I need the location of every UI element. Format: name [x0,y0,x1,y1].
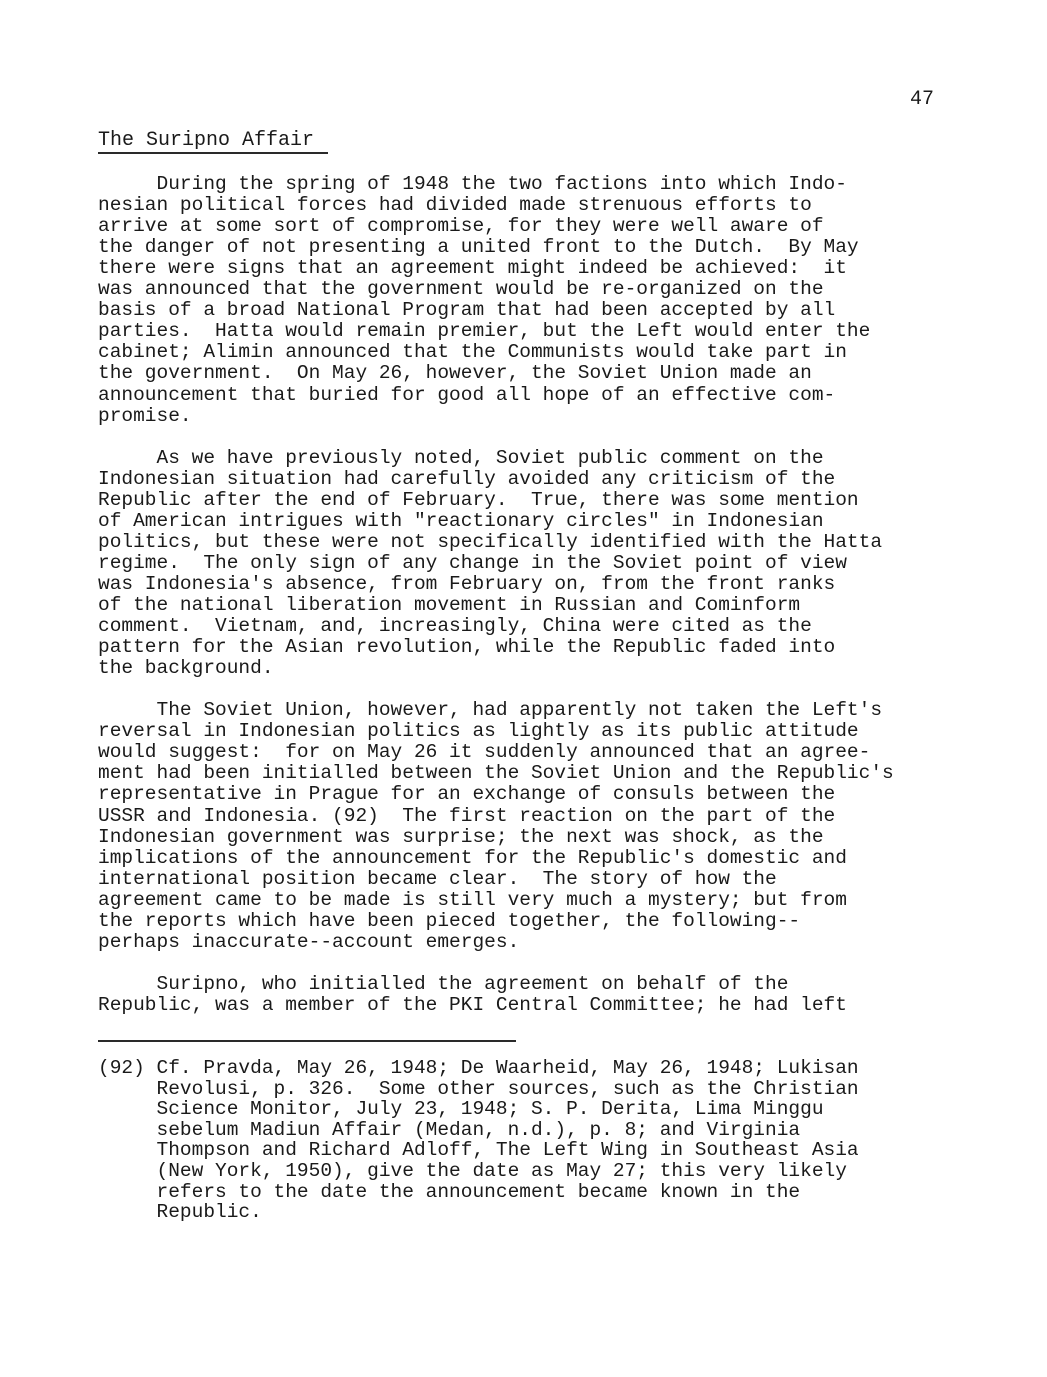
body-line: arrive at some sort of compromise, for they were well aware of [98,215,824,238]
body-line: announcement that buried for good all hope of an effective com- [98,383,836,406]
body-line: of American intrigues with "reactionary circles" in Indonesian [98,509,824,532]
body-line: international position became clear. The story of how the [98,867,777,890]
body-line: the background. [98,657,274,680]
body-line: there were signs that an agreement might indeed be achieved: it [98,257,847,280]
body-line: cabinet; Alimin announced that the Communists would take part in [98,341,847,364]
body-line: politics, but these were not specifically identified with the Hatta [98,530,883,553]
body-line: was announced that the government would be re-organized on the [98,278,824,301]
body-line: implications of the announcement for the Republic's domestic and [98,846,847,869]
body-line: As we have previously noted, Soviet public comment on the [98,446,824,469]
footnote-separator [98,1040,516,1042]
body-line: During the spring of 1948 the two factions into which Indo- [98,173,847,195]
body-line: the danger of not presenting a united front to the Dutch. By May [98,236,859,259]
body-line: parties. Hatta would remain premier, but the Left would enter the [98,320,871,343]
body-line: representative in Prague for an exchange of consuls between the [98,783,836,806]
footnote-line: Thompson and Richard Adloff, The Left Wing in Southeast Asia [98,1139,859,1162]
footnote-line: Science Monitor, July 23, 1948; S. P. Derita, Lima Minggu [98,1098,824,1121]
body-line: promise. [98,404,192,427]
footnote-line: refers to the date the announcement became known in the [98,1180,801,1203]
body-line: the reports which have been pieced together, the following-- [98,909,801,932]
body-line: agreement came to be made is still very much a mystery; but from [98,888,847,911]
body-line: USSR and Indonesia. (92) The first reaction on the part of the [98,804,836,827]
body-line: would suggest: for on May 26 it suddenly announced that an agree- [98,741,871,764]
body-line: regime. The only sign of any change in the Soviet point of view [98,551,847,574]
body-line: the government. On May 26, however, the Soviet Union made an [98,362,812,385]
body-line: was Indonesia's absence, from February on, from the front ranks [98,572,836,595]
footnote-line: (92) Cf. Pravda, May 26, 1948; De Waarheid, May 26, 1948; Lukisan [98,1057,859,1079]
heading-underline [98,152,328,154]
body-line: reversal in Indonesian politics as lightly as its public attitude [98,720,859,743]
body-line: Republic, was a member of the PKI Central Committee; he had left [98,993,847,1016]
body-line: Suripno, who initialled the agreement on behalf of the [98,972,789,995]
body-line: Republic after the end of February. True, there was some mention [98,488,859,511]
body-line: of the national liberation movement in Russian and Cominform [98,594,801,616]
body-line: ment had been initialled between the Soviet Union and the Republic's [98,762,894,785]
body-line: basis of a broad National Program that had been accepted by all [98,299,836,322]
body-line: Indonesian government was surprise; the next was shock, as the [98,825,824,848]
footnote-line: (New York, 1950), give the date as May 27; this very likely [98,1160,847,1182]
footnote-line: Republic. [98,1201,262,1224]
body-line: Indonesian situation had carefully avoided any criticism of the [98,467,836,490]
section-heading: The Suripno Affair [98,129,315,152]
body-line: pattern for the Asian revolution, while the Republic faded into [98,636,836,659]
footnote-line: sebelum Madiun Affair (Medan, n.d.), p. 8; and Virginia [98,1118,801,1141]
body-line: perhaps inaccurate--account emerges. [98,930,520,953]
page-number: 47 [910,88,935,111]
body-line: nesian political forces had divided made strenuous efforts to [98,194,812,217]
footnote-line: Revolusi, p. 326. Some other sources, such as the Christian [98,1077,859,1100]
body-line: The Soviet Union, however, had apparently not taken the Left's [98,699,883,722]
body-line: comment. Vietnam, and, increasingly, China were cited as the [98,615,812,638]
